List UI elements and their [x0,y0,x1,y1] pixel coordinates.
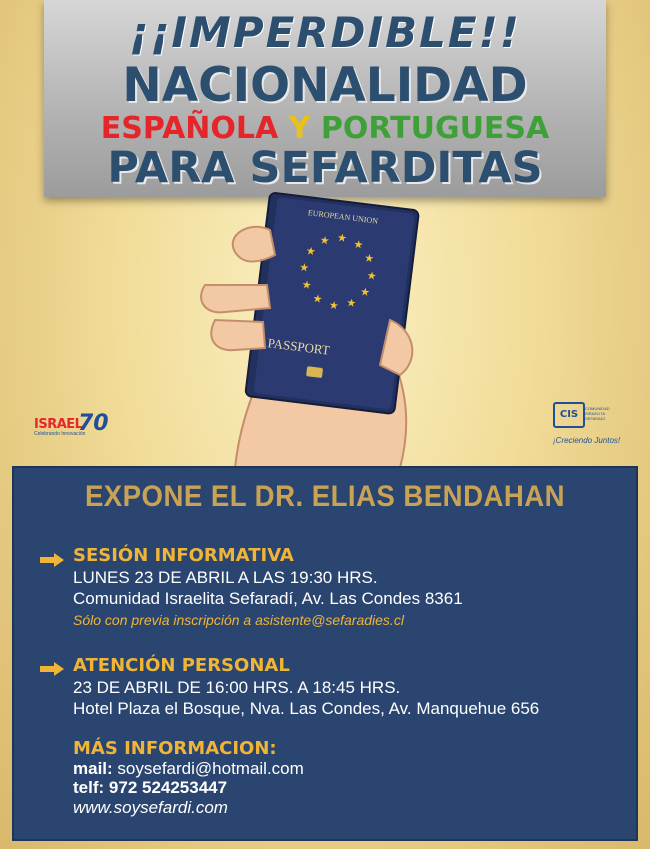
arrow-right-icon [40,662,64,676]
tel-number[interactable]: 972 524253447 [108,778,228,797]
eu-star-icon: ★ [352,238,365,252]
banner-portuguesa: PORTUGUESA [320,111,550,146]
cis-logo [553,400,623,456]
title-banner [44,0,606,197]
banner-sefarditas: PARA SEFARDITAS [107,143,543,193]
eu-star-icon: ★ [336,231,348,246]
info-tel [73,778,227,798]
mail-label: mail: [73,759,113,778]
eu-star-icon: ★ [301,278,313,293]
info-title: MÁS INFORMACION: [73,738,277,759]
cis-logo-mark: CIS [553,402,585,428]
personal-date: 23 DE ABRIL DE 16:00 HRS. A 18:45 HRS. [73,678,401,697]
personal-place: Hotel Plaza el Bosque, Nva. Las Condes, Av. Manquehue 656 [73,699,540,718]
eu-star-icon: ★ [305,245,317,259]
banner-nacionalidad: NACIONALIDAD [122,58,528,113]
session-place: Comunidad Israelita Sefaradí, Av. Las Condes 8361 [73,589,463,608]
eu-star-icon: ★ [298,261,310,275]
session-title: SESIÓN INFORMATIVA [73,545,294,566]
eu-star-icon: ★ [359,286,371,300]
passport-label: PASSPORT [266,335,331,358]
speaker-heading: EXPONE EL DR. ELIAS BENDAHAN [84,480,566,513]
website-link[interactable]: www.soysefardi.com [73,798,228,817]
eu-star-icon: ★ [318,234,331,248]
tel-label: telf: [73,778,105,797]
cis-logo-tagline: ¡Creciendo Juntos! [553,436,621,445]
eu-star-icon: ★ [363,252,375,266]
session-registration-note: Sólo con previa inscripción a asistente@sefaradies.cl [73,612,404,628]
eu-star-icon: ★ [311,292,324,306]
arrow-right-icon [40,553,64,567]
israel-logo-text: ISRAEL [34,417,83,432]
personal-title: ATENCIÓN PERSONAL [73,655,290,676]
hand-passport-illustration [195,190,435,468]
israel-70-logo [34,411,124,445]
info-mail [73,759,304,779]
banner-y: Y [288,111,311,146]
banner-countries [44,111,606,146]
eu-star-icon: ★ [345,296,357,311]
session-date: LUNES 23 DE ABRIL A LAS 19:30 HRS. [73,568,378,587]
passport-union-label: EUROPEAN UNION [307,208,379,226]
eu-star-icon: ★ [328,299,340,313]
mail-link[interactable]: soysefardi@hotmail.com [117,759,304,778]
banner-headline: ¡¡IMPERDIBLE!! [129,8,521,57]
eu-star-icon: ★ [366,269,378,283]
banner-espanola: ESPAÑOLA [100,111,279,146]
cis-logo-fullname: COMUNIDAD ISRAELITA SEFARADÍ [585,406,610,421]
israel-logo-number: 70 [78,411,109,436]
israel-logo-subtitle: Celebrando Innovación [34,431,86,437]
passport-chip-icon [306,366,323,378]
